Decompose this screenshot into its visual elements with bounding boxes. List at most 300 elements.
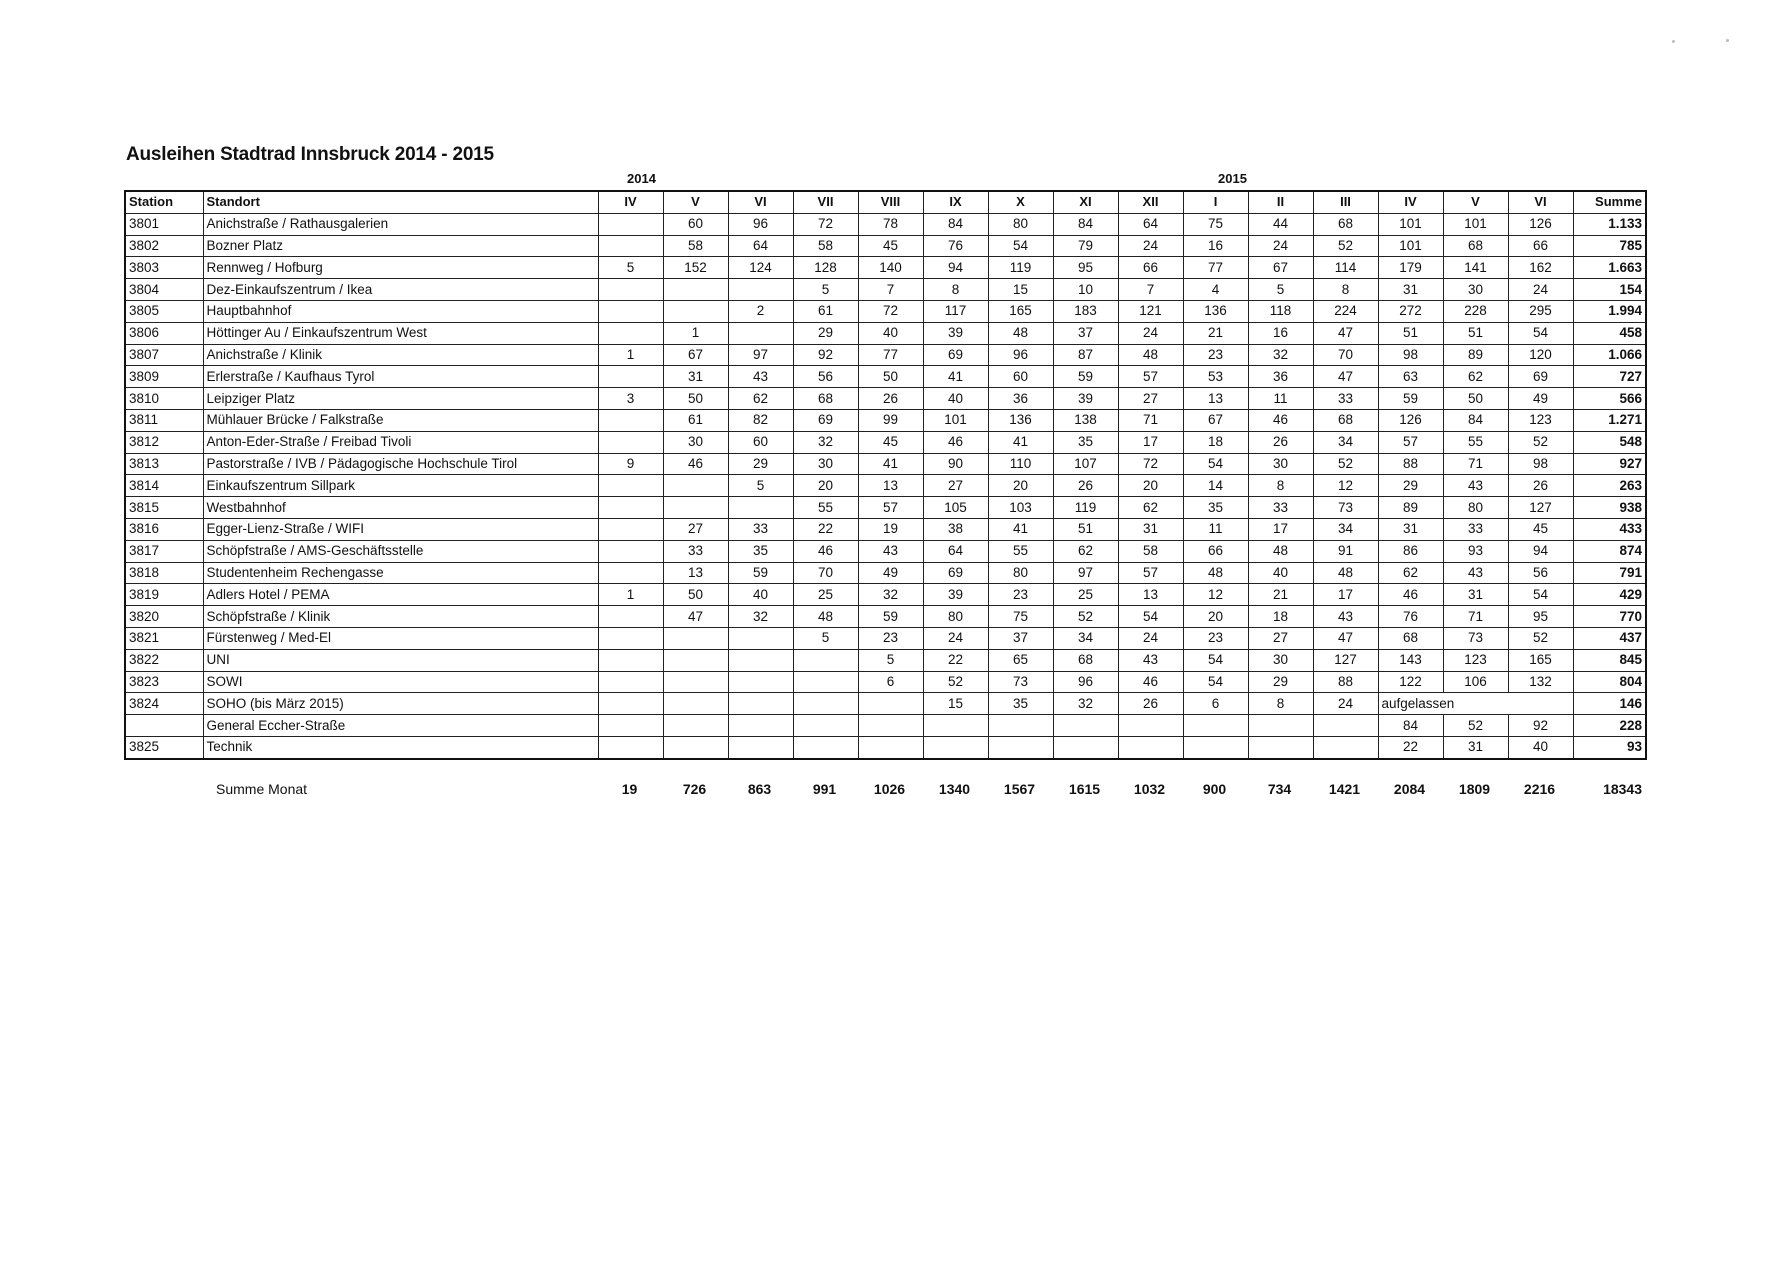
- value-cell: 88: [1378, 453, 1443, 475]
- value-cell: 41: [988, 518, 1053, 540]
- value-cell: 80: [988, 213, 1053, 235]
- value-cell: 37: [988, 627, 1053, 649]
- value-cell: [663, 475, 728, 497]
- value-cell: 13: [1118, 584, 1183, 606]
- value-cell: 26: [1248, 431, 1313, 453]
- value-cell: 54: [1183, 671, 1248, 693]
- value-cell: 13: [1183, 388, 1248, 410]
- standort-cell: Westbahnhof: [203, 497, 598, 519]
- value-cell: [793, 736, 858, 758]
- value-cell: 70: [793, 562, 858, 584]
- table-row: [125, 257, 1646, 279]
- value-cell: 52: [1313, 453, 1378, 475]
- value-cell: 54: [988, 235, 1053, 257]
- standort-cell: Schöpfstraße / AMS-Geschäftsstelle: [203, 540, 598, 562]
- value-cell: 228: [1443, 300, 1508, 322]
- monthly-total-cell: 726: [682, 781, 707, 797]
- value-cell: 23: [1183, 627, 1248, 649]
- value-cell: 50: [663, 388, 728, 410]
- value-cell: 50: [1443, 388, 1508, 410]
- row-sum-cell: 429: [1573, 584, 1646, 606]
- station-cell: 3815: [125, 497, 203, 519]
- standort-cell: Leipziger Platz: [203, 388, 598, 410]
- value-cell: 89: [1378, 497, 1443, 519]
- value-cell: 59: [1378, 388, 1443, 410]
- value-cell: 71: [1443, 606, 1508, 628]
- value-cell: [1053, 736, 1118, 758]
- value-cell: 26: [1508, 475, 1573, 497]
- value-cell: 84: [1443, 409, 1508, 431]
- value-cell: 140: [858, 257, 923, 279]
- value-cell: 107: [1053, 453, 1118, 475]
- row-sum-cell: 566: [1573, 388, 1646, 410]
- value-cell: 35: [1053, 431, 1118, 453]
- value-cell: 68: [1378, 627, 1443, 649]
- standort-cell: Dez-Einkaufszentrum / Ikea: [203, 279, 598, 301]
- value-cell: 64: [1118, 213, 1183, 235]
- standort-cell: Studentenheim Rechengasse: [203, 562, 598, 584]
- value-cell: 67: [1183, 409, 1248, 431]
- value-cell: 29: [728, 453, 793, 475]
- value-cell: 26: [1053, 475, 1118, 497]
- value-cell: 51: [1053, 518, 1118, 540]
- table-row: [125, 649, 1646, 671]
- value-cell: 68: [1443, 235, 1508, 257]
- monthly-totals-row: [124, 778, 1645, 800]
- value-cell: 34: [1313, 518, 1378, 540]
- value-cell: 32: [1248, 344, 1313, 366]
- value-cell: [858, 693, 923, 715]
- value-cell: 96: [728, 213, 793, 235]
- value-cell: 35: [1183, 497, 1248, 519]
- value-cell: [728, 649, 793, 671]
- value-cell: [728, 497, 793, 519]
- value-cell: 143: [1378, 649, 1443, 671]
- standort-cell: Hauptbahnhof: [203, 300, 598, 322]
- value-cell: 101: [1378, 213, 1443, 235]
- value-cell: 57: [1118, 366, 1183, 388]
- standort-cell: Anton-Eder-Straße / Freibad Tivoli: [203, 431, 598, 453]
- station-cell: 3822: [125, 649, 203, 671]
- value-cell: 67: [663, 344, 728, 366]
- value-cell: 46: [1118, 671, 1183, 693]
- value-cell: 31: [1118, 518, 1183, 540]
- column-header: Standort: [203, 191, 598, 213]
- value-cell: 5: [1248, 279, 1313, 301]
- value-cell: [728, 627, 793, 649]
- station-cell: 3823: [125, 671, 203, 693]
- monthly-total-cell: 1026: [873, 781, 906, 797]
- value-cell: 43: [858, 540, 923, 562]
- column-header: IV: [1378, 191, 1443, 213]
- row-sum-cell: 1.663: [1573, 257, 1646, 279]
- standort-cell: UNI: [203, 649, 598, 671]
- value-cell: 57: [1118, 562, 1183, 584]
- row-sum-cell: 437: [1573, 627, 1646, 649]
- station-cell: 3817: [125, 540, 203, 562]
- value-cell: [858, 715, 923, 737]
- table-row: [125, 366, 1646, 388]
- value-cell: 54: [1183, 649, 1248, 671]
- value-cell: [598, 279, 663, 301]
- value-cell: 31: [1378, 518, 1443, 540]
- monthly-total-cell: 1809: [1458, 781, 1491, 797]
- station-cell: 3806: [125, 322, 203, 344]
- value-cell: [1248, 715, 1313, 737]
- value-cell: 27: [1248, 627, 1313, 649]
- value-cell: 52: [1313, 235, 1378, 257]
- value-cell: 52: [923, 671, 988, 693]
- value-cell: 22: [1378, 736, 1443, 758]
- header-row: [125, 191, 1646, 213]
- standort-cell: Anichstraße / Klinik: [203, 344, 598, 366]
- table-row: [125, 562, 1646, 584]
- value-cell: 119: [988, 257, 1053, 279]
- value-cell: 73: [1443, 627, 1508, 649]
- value-cell: 69: [923, 344, 988, 366]
- value-cell: 25: [793, 584, 858, 606]
- value-cell: [663, 300, 728, 322]
- value-cell: 80: [988, 562, 1053, 584]
- column-header: Summe: [1573, 191, 1646, 213]
- value-cell: 12: [1313, 475, 1378, 497]
- value-cell: [663, 497, 728, 519]
- value-cell: 31: [663, 366, 728, 388]
- value-cell: [728, 715, 793, 737]
- value-cell: [598, 540, 663, 562]
- table-row: [125, 497, 1646, 519]
- value-cell: 47: [1313, 627, 1378, 649]
- table-row: [125, 693, 1646, 715]
- standort-cell: Einkaufszentrum Sillpark: [203, 475, 598, 497]
- value-cell: [598, 475, 663, 497]
- value-cell: 61: [793, 300, 858, 322]
- column-header: V: [1443, 191, 1508, 213]
- table-row: [125, 409, 1646, 431]
- value-cell: 136: [1183, 300, 1248, 322]
- value-cell: 72: [858, 300, 923, 322]
- year-label-2014: 2014: [627, 171, 656, 186]
- value-cell: [663, 671, 728, 693]
- value-cell: 8: [1313, 279, 1378, 301]
- year-label-2015: 2015: [1218, 171, 1247, 186]
- value-cell: 79: [1053, 235, 1118, 257]
- value-cell: 55: [793, 497, 858, 519]
- value-cell: 61: [663, 409, 728, 431]
- row-sum-cell: 770: [1573, 606, 1646, 628]
- value-cell: 15: [923, 693, 988, 715]
- monthly-total-cell: 2216: [1523, 781, 1556, 797]
- value-cell: 72: [1118, 453, 1183, 475]
- value-cell: 24: [1248, 235, 1313, 257]
- value-cell: 132: [1508, 671, 1573, 693]
- value-cell: 48: [1313, 562, 1378, 584]
- station-cell: 3814: [125, 475, 203, 497]
- row-sum-cell: 1.271: [1573, 409, 1646, 431]
- value-cell: 90: [923, 453, 988, 475]
- value-cell: 51: [1443, 322, 1508, 344]
- column-header: I: [1183, 191, 1248, 213]
- monthly-total-cell: 863: [747, 781, 772, 797]
- standort-cell: Rennweg / Hofburg: [203, 257, 598, 279]
- value-cell: 43: [1443, 475, 1508, 497]
- rentals-table: [124, 190, 1647, 760]
- value-cell: 54: [1183, 453, 1248, 475]
- value-cell: 103: [988, 497, 1053, 519]
- value-cell: 95: [1508, 606, 1573, 628]
- value-cell: 43: [1118, 649, 1183, 671]
- value-cell: 25: [1053, 584, 1118, 606]
- value-cell: 31: [1443, 736, 1508, 758]
- value-cell: 82: [728, 409, 793, 431]
- value-cell: [598, 322, 663, 344]
- value-cell: 84: [1378, 715, 1443, 737]
- table-row: [125, 322, 1646, 344]
- value-cell: [1053, 715, 1118, 737]
- value-cell: 80: [923, 606, 988, 628]
- standort-cell: Anichstraße / Rathausgalerien: [203, 213, 598, 235]
- row-sum-cell: 727: [1573, 366, 1646, 388]
- value-cell: 10: [1053, 279, 1118, 301]
- station-cell: 3821: [125, 627, 203, 649]
- value-cell: 64: [923, 540, 988, 562]
- value-cell: 98: [1508, 453, 1573, 475]
- station-cell: 3802: [125, 235, 203, 257]
- value-cell: [598, 235, 663, 257]
- value-cell: 40: [1508, 736, 1573, 758]
- value-cell: 75: [1183, 213, 1248, 235]
- value-cell: 21: [1248, 584, 1313, 606]
- standort-cell: SOWI: [203, 671, 598, 693]
- standort-cell: General Eccher-Straße: [203, 715, 598, 737]
- value-cell: 40: [923, 388, 988, 410]
- value-cell: 48: [1183, 562, 1248, 584]
- scan-speck: [1726, 39, 1729, 42]
- value-cell: 76: [1378, 606, 1443, 628]
- station-cell: 3818: [125, 562, 203, 584]
- value-cell: 33: [1248, 497, 1313, 519]
- monthly-total-cell: 1032: [1133, 781, 1166, 797]
- value-cell: [793, 671, 858, 693]
- value-cell: 8: [923, 279, 988, 301]
- value-cell: 14: [1183, 475, 1248, 497]
- value-cell: 22: [793, 518, 858, 540]
- monthly-total-cell: 734: [1267, 781, 1292, 797]
- value-cell: [598, 497, 663, 519]
- value-cell: 27: [923, 475, 988, 497]
- value-cell: 66: [1508, 235, 1573, 257]
- value-cell: [1183, 736, 1248, 758]
- value-cell: 5: [793, 627, 858, 649]
- value-cell: 101: [923, 409, 988, 431]
- station-cell: 3820: [125, 606, 203, 628]
- value-cell: 39: [923, 322, 988, 344]
- value-cell: 45: [1508, 518, 1573, 540]
- value-cell: 106: [1443, 671, 1508, 693]
- value-cell: 78: [858, 213, 923, 235]
- value-cell: 2: [728, 300, 793, 322]
- value-cell: 22: [923, 649, 988, 671]
- value-cell: 9: [598, 453, 663, 475]
- row-sum-cell: 228: [1573, 715, 1646, 737]
- row-sum-cell: 785: [1573, 235, 1646, 257]
- value-cell: 95: [1053, 257, 1118, 279]
- value-cell: 35: [988, 693, 1053, 715]
- value-cell: 24: [1118, 235, 1183, 257]
- value-cell: 122: [1378, 671, 1443, 693]
- value-cell: 66: [1183, 540, 1248, 562]
- value-cell: 33: [1443, 518, 1508, 540]
- column-header: Station: [125, 191, 203, 213]
- value-cell: 30: [663, 431, 728, 453]
- value-cell: [1248, 736, 1313, 758]
- column-header: IX: [923, 191, 988, 213]
- value-cell: [1118, 715, 1183, 737]
- value-cell: 30: [1443, 279, 1508, 301]
- value-cell: [663, 649, 728, 671]
- row-sum-cell: 1.133: [1573, 213, 1646, 235]
- value-cell: 47: [663, 606, 728, 628]
- station-cell: 3807: [125, 344, 203, 366]
- station-cell: 3824: [125, 693, 203, 715]
- value-cell: 127: [1508, 497, 1573, 519]
- monthly-total-cell: 1567: [1003, 781, 1036, 797]
- value-cell: 33: [1313, 388, 1378, 410]
- value-cell: 136: [988, 409, 1053, 431]
- value-cell: 84: [923, 213, 988, 235]
- column-header: XI: [1053, 191, 1118, 213]
- value-cell: 19: [858, 518, 923, 540]
- value-cell: 179: [1378, 257, 1443, 279]
- value-cell: 64: [728, 235, 793, 257]
- value-cell: 68: [793, 388, 858, 410]
- value-cell: 77: [1183, 257, 1248, 279]
- value-cell: 20: [1118, 475, 1183, 497]
- value-cell: [728, 279, 793, 301]
- table-row: [125, 453, 1646, 475]
- column-header: XII: [1118, 191, 1183, 213]
- value-cell: 41: [858, 453, 923, 475]
- column-header: VII: [793, 191, 858, 213]
- table-row: [125, 431, 1646, 453]
- value-cell: 55: [988, 540, 1053, 562]
- column-header: V: [663, 191, 728, 213]
- standort-cell: Schöpfstraße / Klinik: [203, 606, 598, 628]
- value-cell: 39: [1053, 388, 1118, 410]
- value-cell: 41: [988, 431, 1053, 453]
- table-row: [125, 584, 1646, 606]
- station-cell: 3810: [125, 388, 203, 410]
- value-cell: [793, 693, 858, 715]
- value-cell: 6: [858, 671, 923, 693]
- value-cell: 33: [728, 518, 793, 540]
- value-cell: 30: [1248, 649, 1313, 671]
- value-cell: 91: [1313, 540, 1378, 562]
- value-cell: [598, 300, 663, 322]
- row-sum-cell: 146: [1573, 693, 1646, 715]
- value-cell: 13: [663, 562, 728, 584]
- value-cell: 94: [923, 257, 988, 279]
- value-cell: 52: [1508, 627, 1573, 649]
- value-cell: 121: [1118, 300, 1183, 322]
- row-sum-cell: 938: [1573, 497, 1646, 519]
- value-cell: 34: [1053, 627, 1118, 649]
- value-cell: 52: [1508, 431, 1573, 453]
- column-header: III: [1313, 191, 1378, 213]
- monthly-total-cell: 19: [621, 781, 638, 797]
- value-cell: 70: [1313, 344, 1378, 366]
- value-cell: 37: [1053, 322, 1118, 344]
- standort-cell: Erlerstraße / Kaufhaus Tyrol: [203, 366, 598, 388]
- value-cell: 69: [923, 562, 988, 584]
- value-cell: 12: [1183, 584, 1248, 606]
- column-header: II: [1248, 191, 1313, 213]
- table-row: [125, 606, 1646, 628]
- value-cell: [793, 649, 858, 671]
- value-cell: 29: [793, 322, 858, 344]
- value-cell: 96: [988, 344, 1053, 366]
- value-cell: 45: [858, 431, 923, 453]
- value-cell: 165: [988, 300, 1053, 322]
- value-cell: [728, 322, 793, 344]
- value-cell: 162: [1508, 257, 1573, 279]
- value-cell: 17: [1313, 584, 1378, 606]
- column-header: IV: [598, 191, 663, 213]
- value-cell: [728, 671, 793, 693]
- value-cell: 101: [1443, 213, 1508, 235]
- value-cell: 165: [1508, 649, 1573, 671]
- row-sum-cell: 433: [1573, 518, 1646, 540]
- value-cell: 62: [1443, 366, 1508, 388]
- value-cell: 20: [1183, 606, 1248, 628]
- value-cell: 38: [923, 518, 988, 540]
- table-row: [125, 388, 1646, 410]
- value-cell: 41: [923, 366, 988, 388]
- table-row: [125, 300, 1646, 322]
- value-cell: 47: [1313, 366, 1378, 388]
- value-cell: [1183, 715, 1248, 737]
- value-cell: 45: [858, 235, 923, 257]
- value-cell: 105: [923, 497, 988, 519]
- value-cell: [1313, 715, 1378, 737]
- value-cell: 50: [858, 366, 923, 388]
- standort-cell: Mühlauer Brücke / Falkstraße: [203, 409, 598, 431]
- value-cell: 1: [598, 584, 663, 606]
- value-cell: 97: [728, 344, 793, 366]
- value-cell: 62: [1053, 540, 1118, 562]
- value-cell: 62: [728, 388, 793, 410]
- station-cell: 3804: [125, 279, 203, 301]
- station-cell: 3825: [125, 736, 203, 758]
- station-cell: 3805: [125, 300, 203, 322]
- value-cell: [988, 715, 1053, 737]
- value-cell: 46: [1378, 584, 1443, 606]
- value-cell: 60: [728, 431, 793, 453]
- standort-cell: Bozner Platz: [203, 235, 598, 257]
- value-cell: 62: [1378, 562, 1443, 584]
- value-cell: 32: [1053, 693, 1118, 715]
- standort-cell: Technik: [203, 736, 598, 758]
- value-cell: 120: [1508, 344, 1573, 366]
- value-cell: 24: [1508, 279, 1573, 301]
- row-sum-cell: 1.066: [1573, 344, 1646, 366]
- row-sum-cell: 548: [1573, 431, 1646, 453]
- value-cell: [598, 715, 663, 737]
- value-cell: 94: [1508, 540, 1573, 562]
- value-cell: 34: [1313, 431, 1378, 453]
- value-cell: 127: [1313, 649, 1378, 671]
- row-sum-cell: 845: [1573, 649, 1646, 671]
